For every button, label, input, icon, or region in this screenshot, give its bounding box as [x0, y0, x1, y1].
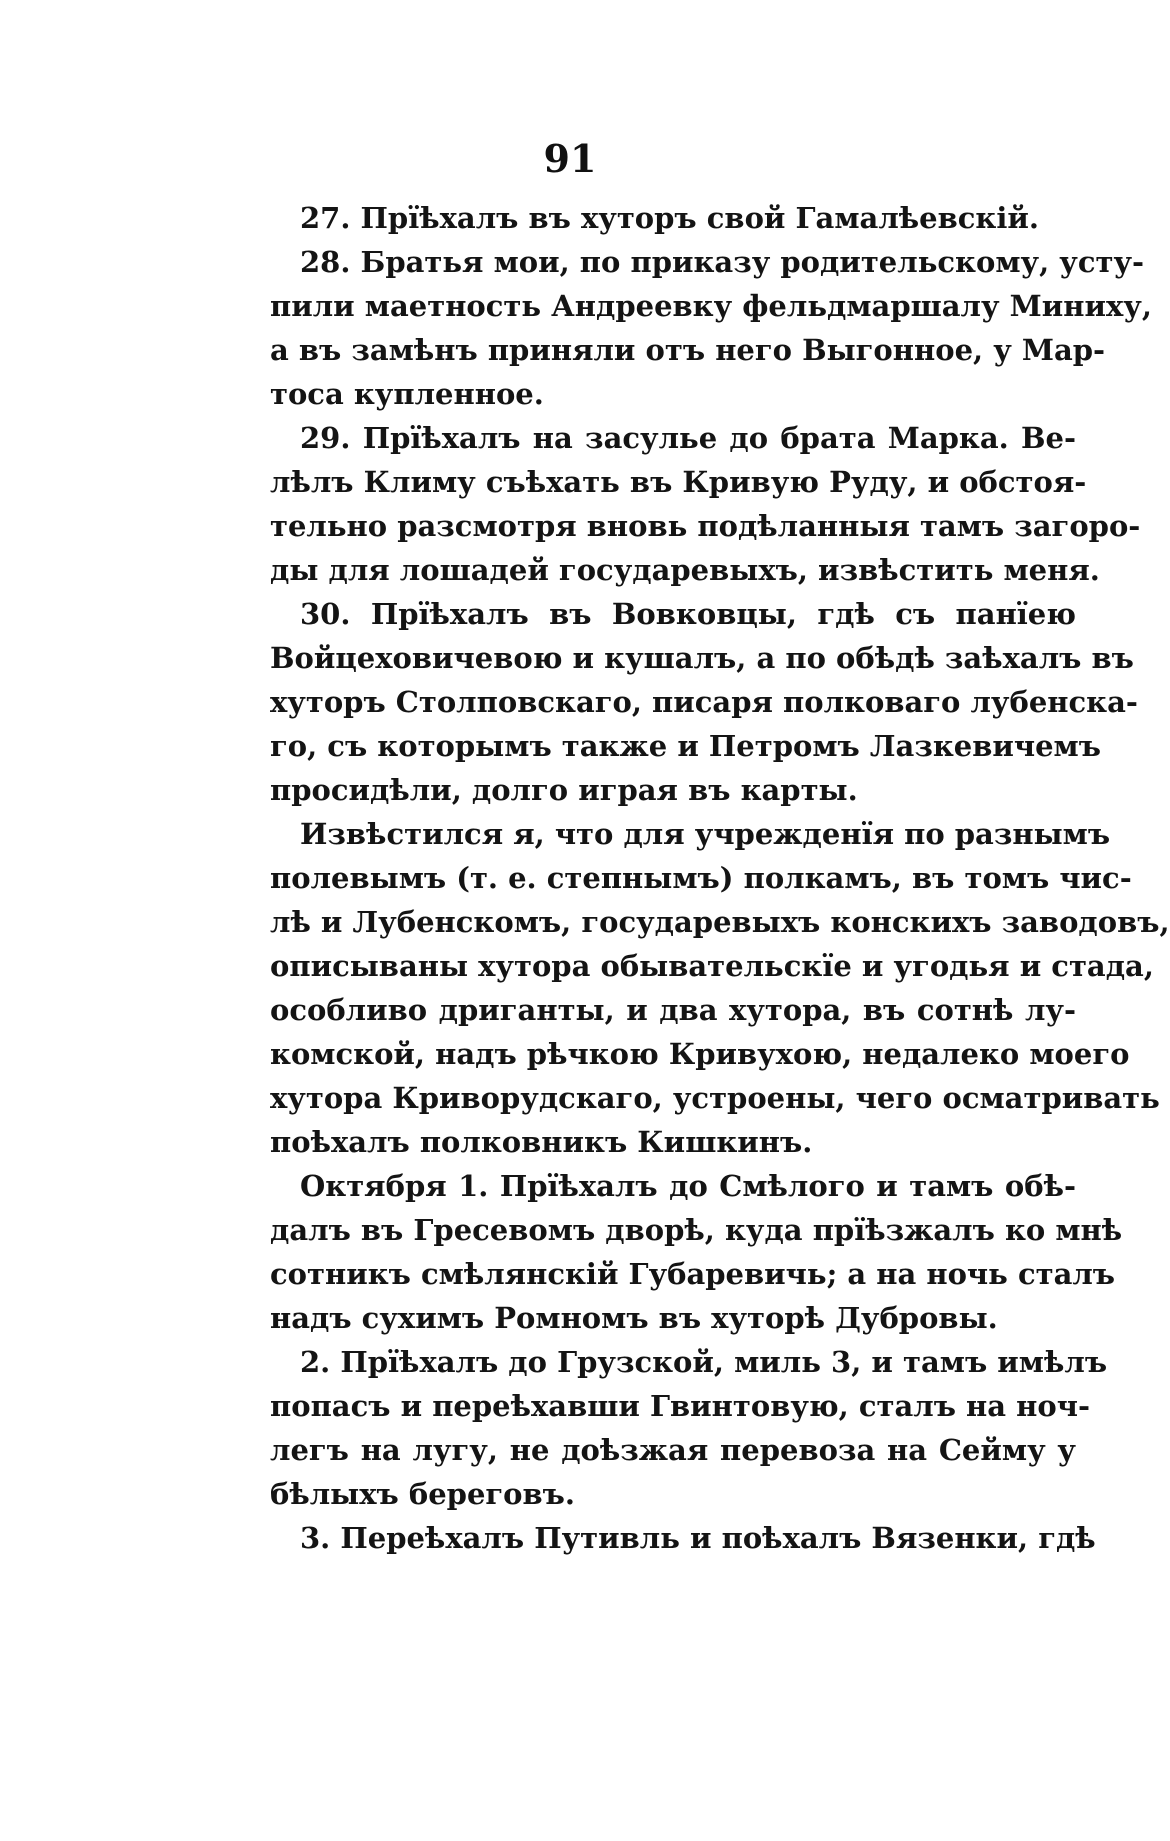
text-line: тельно разсмотря вновь подѣланныя тамъ загоро- [270, 509, 1141, 543]
page-number: 91 [543, 136, 597, 181]
text-line: 3. Переѣхалъ Путивль и поѣхалъ Вязенки, гдѣ [300, 1521, 1096, 1555]
text-line: ды для лошадей государевыхъ, извѣстить меня. [270, 553, 1100, 587]
text-line: бѣлыхъ береговъ. [270, 1477, 576, 1511]
text-line: лѣлъ Климу съѣхать въ Кривую Руду, и обстоя- [270, 465, 1087, 499]
text-line: а въ замѣнъ приняли отъ него Выгонное, у Мар- [270, 333, 1106, 367]
text-line: сотникъ смѣлянскій Губаревичь; а на ночь сталъ [270, 1257, 1116, 1291]
text-line: тоса купленное. [270, 377, 544, 411]
paragraph-entry-28 [270, 240, 1152, 416]
text-line: Войцеховичевою и кушалъ, а по обѣдѣ заѣхалъ въ [270, 641, 1134, 675]
paragraph-entry-notice [270, 812, 1170, 1164]
text-line: 29. Прїѣхалъ на засулье до брата Марка. Ве- [300, 421, 1076, 455]
text-line: 27. Прїѣхалъ въ хуторъ свой Гамалѣевскій. [300, 201, 1039, 235]
text-line: описываны хутора обывательскїе и угодья и стада, [270, 949, 1154, 983]
text-line: попасъ и переѣхавши Гвинтовую, сталъ на ноч- [270, 1389, 1091, 1423]
text-line: 30. Прїѣхалъ въ Вовковцы, гдѣ съ панїею [300, 597, 1076, 631]
text-line: хуторъ Столповскаго, писаря полковаго лубенска- [270, 685, 1138, 719]
text-line: далъ въ Гресевомъ дворѣ, куда прїѣзжалъ ко мнѣ [270, 1213, 1123, 1247]
text-line: надъ сухимъ Ромномъ въ хуторѣ Дубровы. [270, 1301, 998, 1335]
text-line: 2. Прїѣхалъ до Грузской, миль 3, и тамъ имѣлъ [300, 1345, 1108, 1379]
text-line: комской, надъ рѣчкою Кривухою, недалеко моего [270, 1037, 1130, 1071]
paragraph-entry-30 [270, 592, 1138, 812]
text-line: поѣхалъ полковникъ Кишкинъ. [270, 1125, 813, 1159]
paragraph-entry-29 [270, 416, 1141, 592]
paragraph-entry-october-1 [270, 1164, 1123, 1340]
text-line: го, съ которымъ также и Петромъ Лазкевичемъ [270, 729, 1101, 763]
text-line: Извѣстился я, что для учрежденїя по разнымъ [300, 817, 1111, 851]
paragraph-entry-october-3 [270, 1516, 1096, 1560]
text-line: пили маетность Андреевку фельдмаршалу Миниху, [270, 289, 1152, 323]
text-line: Октября 1. Прїѣхалъ до Смѣлого и тамъ обѣ- [300, 1169, 1076, 1203]
body-text [270, 196, 1170, 1560]
text-line: лѣ и Лубенскомъ, государевыхъ конскихъ заводовъ, [270, 905, 1170, 939]
paragraph-entry-october-2 [270, 1340, 1108, 1516]
text-line: просидѣли, долго играя въ карты. [270, 773, 858, 807]
paragraph-entry-27 [270, 196, 1076, 240]
text-line: полевымъ (т. е. степнымъ) полкамъ, въ томъ чис- [270, 861, 1132, 895]
text-line: хутора Криворудскаго, устроены, чего осматривать [270, 1081, 1160, 1115]
text-line: особливо дриганты, и два хутора, въ сотнѣ лу- [270, 993, 1076, 1027]
text-line: легъ на лугу, не доѣзжая перевоза на Сейму у [270, 1433, 1076, 1467]
text-line: 28. Братья мои, по приказу родительскому, усту- [300, 245, 1145, 279]
